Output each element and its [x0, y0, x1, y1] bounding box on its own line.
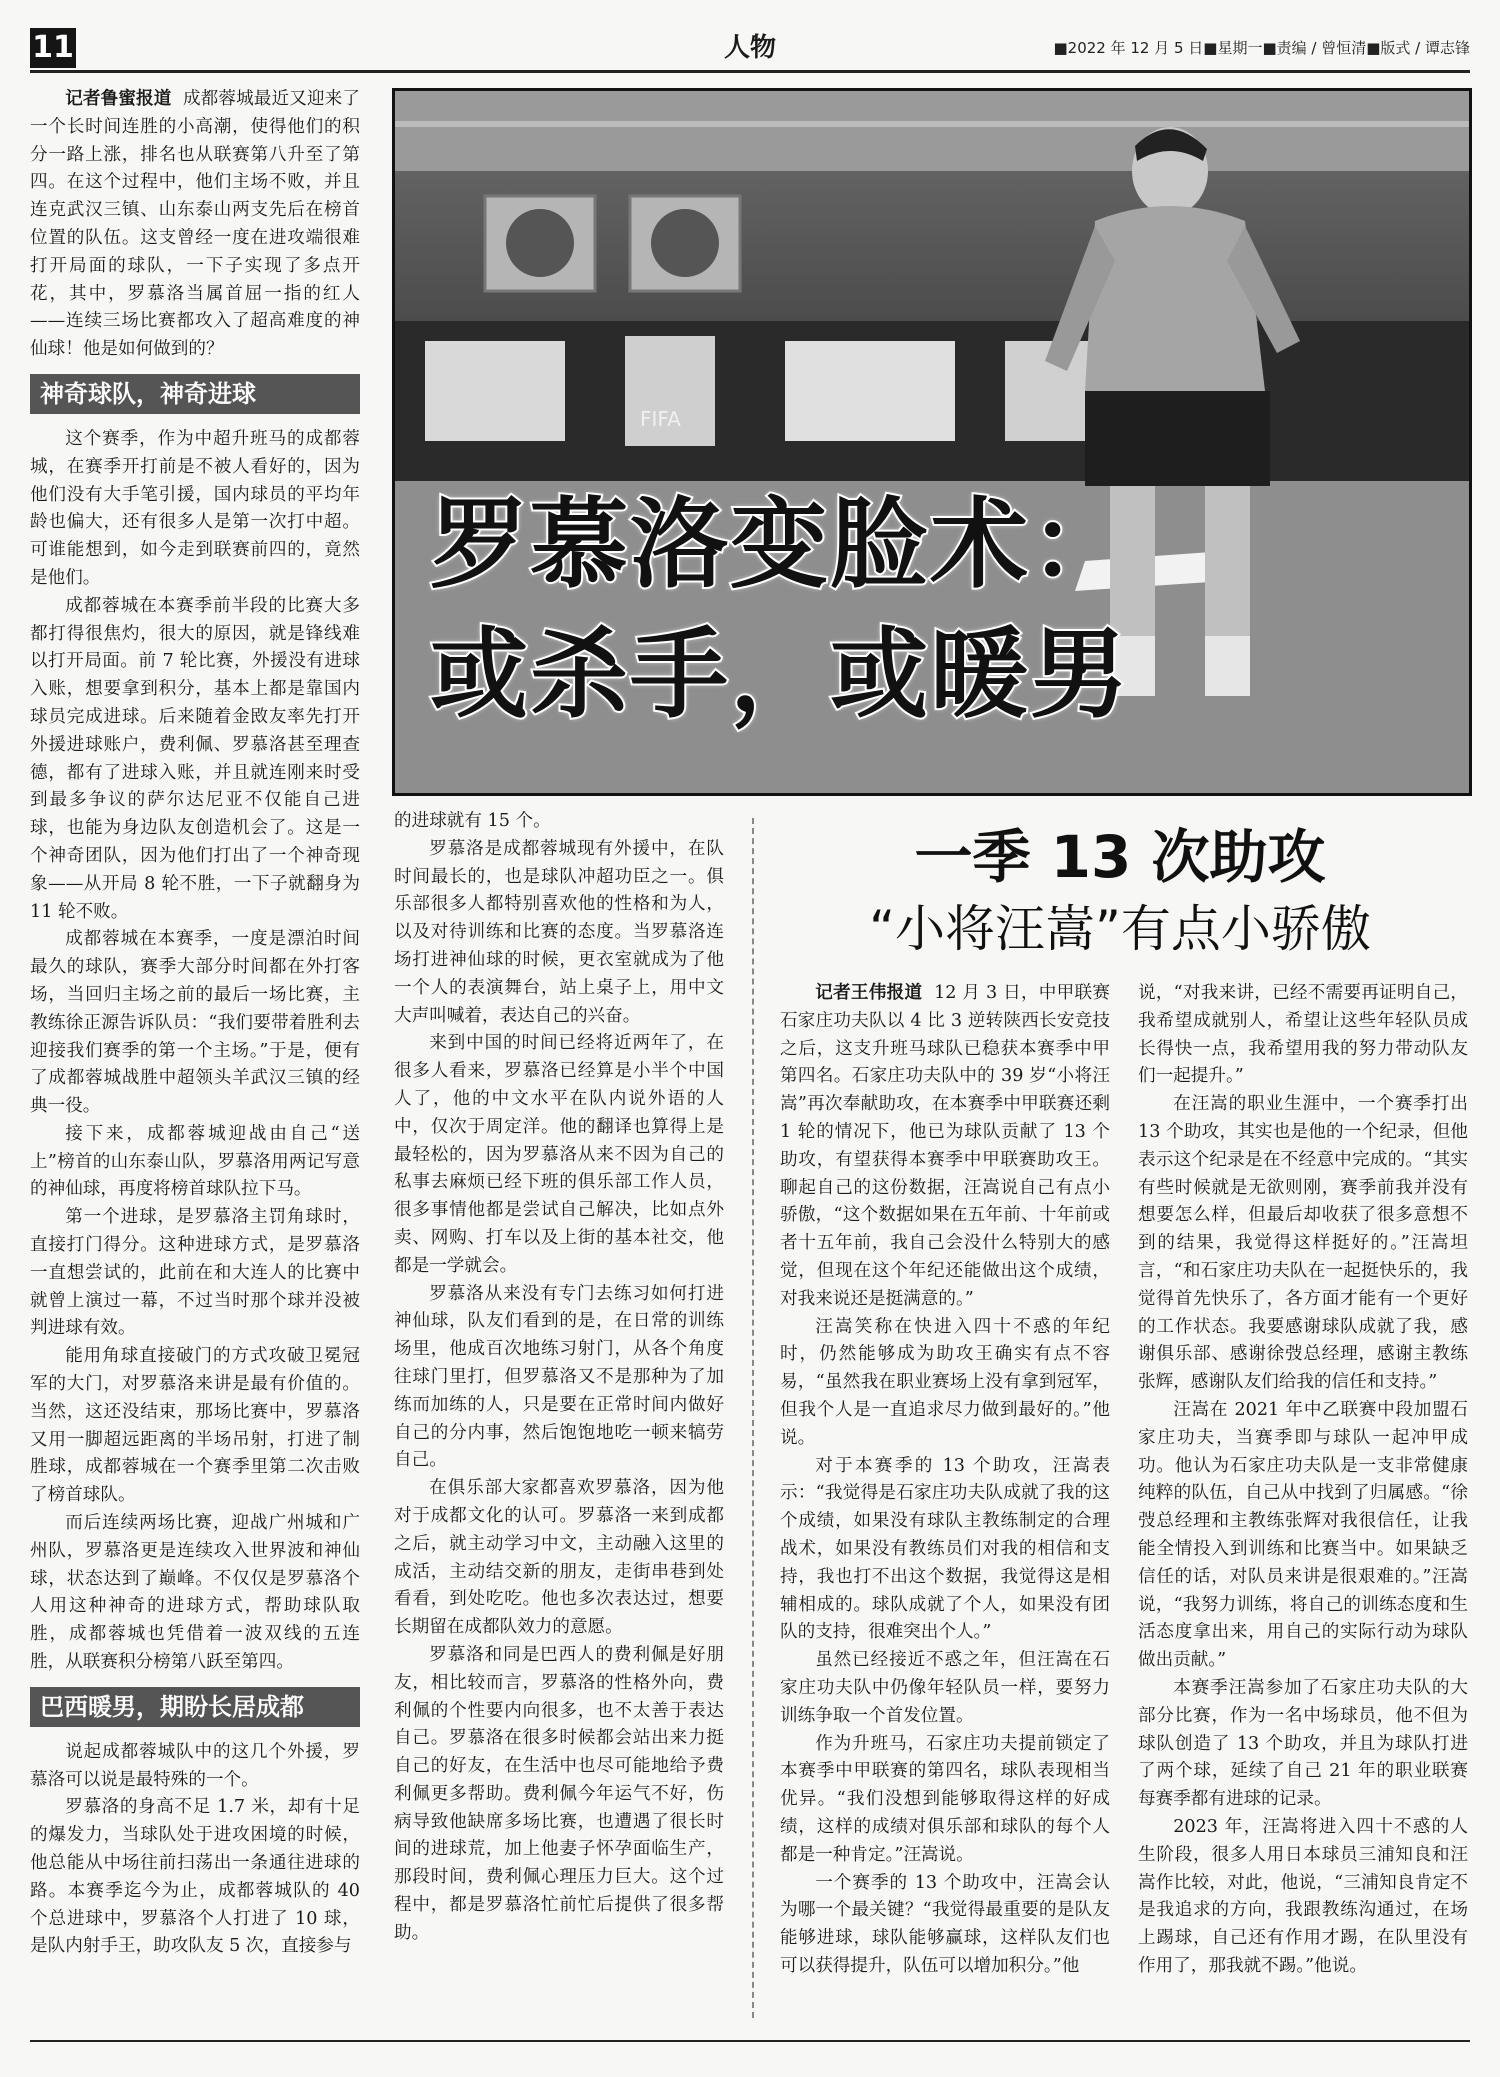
paragraph: 第一个进球，是罗慕洛主罚角球时，直接打门得分。这种进球方式，是罗慕洛一直想尝试的，此前在和大连人的比赛中就曾上演过一幕，不过当时那个球并没被判进球有效。	[30, 1207, 360, 1339]
header-rule	[30, 70, 1470, 73]
article1-column2	[394, 808, 724, 2021]
paragraph: 这个赛季，作为中超升班马的成都蓉城，在赛季开打前是不被人看好的，因为他们没有大手笔引援，国内球员的平均年龄也偏大，还有很多人是第一次打中超。可谁能想到，如今走到联赛前四的，竟然是他们。	[30, 428, 360, 588]
paragraph: 一个赛季的 13 个助攻中，汪嵩会认为哪一个最关键？“我觉得最重要的是队友能够进球，球队能够赢球，这样队友们也可以获得提升，队伍可以增加积分。”他	[780, 1872, 1110, 1976]
paragraph: 成都蓉城在本赛季前半段的比赛大多都打得很焦灼，很大的原因，就是锋线难以打开局面。前 7 轮比赛，外援没有进球入账，想要拿到积分，基本上都是靠国内球员完成进球。后来随着金敃友率先打开外援进球账户，费利佩、罗慕洛甚至理查德，都有了进球入账，并且就连刚来时受到最多争议的萨尔达尼亚不仅能自己进球，也能为身边队友创造机会了。这是一个神奇团队，因为他们打出了一个神奇现象——从开局 8 轮不胜，一下子就翻身为 11 轮不败。	[30, 595, 360, 922]
dateline: ■2022 年 12 月 5 日■星期一■责编 / 曾恒清■版式 / 谭志锋	[1053, 39, 1470, 57]
paragraph: 在汪嵩的职业生涯中，一个赛季打出 13 个助攻，其实也是他的一个纪录，但他表示这个纪录是在不经意中完成的。“其实有些时候就是无欲则刚，赛季前我并没有想要怎么样，但最后却收获了很多意想不到的结果，我觉得这样挺好的。”汪嵩坦言，“和石家庄功夫队在一起挺快乐的，我觉得首先快乐了，各方面才能有一个更好的工作状态。我要感谢球队成就了我，感谢俱乐部、感谢徐弢总经理，感谢主教练张辉，感谢队友们给我的信任和支持。”	[1138, 1094, 1468, 1393]
paragraph: 汪嵩笑称在快进入四十不惑的年纪时，仍然能够成为助攻王确实有点不容易，“虽然我在职业赛场上没有拿到冠军，但我个人是一直追求尽力做到最好的。”他说。	[780, 1316, 1110, 1448]
article2-headline: 一季 13 次助攻	[914, 823, 1326, 891]
paragraph: 成都蓉城在本赛季，一度是漂泊时间最久的球队，赛季大部分时间都在外打客场，当回归主场之前的最后一场比赛，主教练徐正源告诉队员：“我们要带着胜利去迎接我们赛季的第一个主场。”于是，便有了成都蓉城战胜中超领头羊武汉三镇的经典一役。	[30, 929, 360, 1117]
article1-subhead2: 巴西暖男，期盼长居成都	[30, 1687, 360, 1727]
paragraph: 来到中国的时间已经将近两年了，在很多人看来，罗慕洛已经算是小半个中国人了，他的中文水平在队内说外语的人中，仅次于周定洋。他的翻译也算得上是最轻松的，因为罗慕洛从来不因为自己的私事去麻烦已经下班的俱乐部工作人员，很多事情他都是尝试自己解决，比如点外卖、网购、打车以及上街的基本社交，他都是一学就会。	[394, 1033, 724, 1276]
section-title: 人物	[723, 33, 776, 63]
article2-column1	[780, 980, 1110, 2021]
footer-rule	[30, 2040, 1470, 2042]
paragraph: 2023 年，汪嵩将进入四十不惑的人生阶段，很多人用日本球员三浦知良和汪嵩作比较，对此，他说，“三浦知良肯定不是我追求的方向，我跟教练沟通过，在场上踢球，自己还有作用才踢，在队里没有作用了，那我就不踢。”他说。	[1138, 1816, 1468, 1976]
paragraph: 汪嵩在 2021 年中乙联赛中段加盟石家庄功夫，当赛季即与球队一起冲甲成功。他认为石家庄功夫队是一支非常健康纯粹的队伍，自己从中找到了归属感。“徐弢总经理和主教练张辉对我很信任，让我能全情投入到训练和比赛当中。如果缺乏信任的话，对队员来讲是很艰难的。”汪嵩说，“我努力训练，将自己的训练态度和生活态度拿出来，用自己的实际行动为球队做出贡献。”	[1138, 1399, 1468, 1671]
paragraph: 本赛季汪嵩参加了石家庄功夫队的大部分比赛，作为一名中场球员，他不但为球队创造了 13 个助攻，并且为球队打进了两个球，延续了自己 21 年的职业联赛每赛季都有进球的记录。	[1138, 1677, 1468, 1810]
article2-lead: 记者王伟报道 12 月 3 日，中甲联赛石家庄功夫队以 4 比 3 逆转陕西长安竞技之后，这支升班马球队已稳获本赛季中甲第四名。石家庄功夫队中的 39 岁“小将汪嵩”再次奉献助攻，在本赛季中甲联赛还剩 1 轮的情况下，他已为球队贡献了 13 个助攻，有望获得本赛季中甲联赛助攻王。聊起自己的这份数据，汪嵩说自己有点小骄傲，“这个数据如果在五年前、十年前或者十五年前，我自己会没什么特别大的感觉，但现在这个年纪还能做出这个成绩，对我来说还是挺满意的。”	[780, 983, 1110, 1309]
article2-subheadline: “小将汪嵩”有点小骄傲	[869, 900, 1371, 958]
board-text: FIFA	[640, 407, 681, 431]
article2-column2	[1138, 980, 1468, 2021]
paragraph: 在俱乐部大家都喜欢罗慕洛，因为他对于成都文化的认可。罗慕洛一来到成都之后，就主动学习中文，主动融入这里的成活，主动结交新的朋友，走街串巷到处看看，到处吃吃。他也多次表达过，想要长期留在成都队效力的意愿。	[394, 1478, 724, 1638]
main-headline-line1: 罗慕洛变脸术：	[430, 488, 1131, 602]
paragraph: 罗慕洛是成都蓉城现有外援中，在队时间最长的，也是球队冲超功臣之一。俱乐部很多人都特别喜欢他的性格和为人，以及对待训练和比赛的态度。当罗慕洛连场打进神仙球的时候，更衣室就成为了他一个人的表演舞台，站上桌子上，用中文大声叫喊着，表达自己的兴奋。	[394, 838, 724, 1026]
paragraph: 罗慕洛和同是巴西人的费利佩是好朋友，相比较而言，罗慕洛的性格外向，费利佩的个性要内向很多，也不太善于表达自己。罗慕洛在很多时候都会站出来力挺自己的好友，在生活中也尽可能地给予费利佩更多帮助。费利佩今年运气不好，伤病导致他缺席多场比赛，也遭遇了很长时间的进球荒，加上他妻子怀孕面临生产，那段时间，费利佩心理压力巨大。这个过程中，都是罗慕洛忙前忙后提供了很多帮助。	[394, 1644, 724, 1943]
paragraph: 虽然已经接近不惑之年，但汪嵩在石家庄功夫队中仍像年轻队员一样，要努力训练争取一个首发位置。	[780, 1650, 1110, 1726]
paragraph: 说，“对我来讲，已经不需要再证明自己，我希望成就别人，希望让这些年轻队员成长得快一点，我希望用我的努力带动队友们一起提升。”	[1138, 983, 1468, 1087]
paragraph: 接下来，成都蓉城迎战由自己“送上”榜首的山东泰山队，罗慕洛用两记写意的神仙球，再度将榜首球队拉下马。	[30, 1123, 360, 1200]
page-number: 11	[30, 28, 76, 68]
article1-column1	[30, 86, 360, 2021]
paragraph: 而后连续两场比赛，迎战广州城和广州队，罗慕洛更是连续攻入世界波和神仙球，状态达到了巅峰。不仅仅是罗慕洛个人用这种神奇的进球方式，帮助球队取胜，成都蓉城也凭借着一波双线的五连胜，从联赛积分榜第八跃至第四。	[30, 1513, 360, 1673]
article1-byline: 记者鲁蜜报道	[65, 89, 172, 109]
article1-subhead1: 神奇球队，神奇进球	[30, 374, 360, 414]
paragraph: 对于本赛季的 13 个助攻，汪嵩表示：“我觉得是石家庄功夫队成就了我的这个成绩，如果没有球队主教练制定的合理战术，如果没有教练员们对我的相信和支持，我也打不出这个数据，我觉得这是相辅相成的。球队成就了个人，如果没有团队的支持，很难突出个人。”	[780, 1455, 1110, 1643]
paragraph: 说起成都蓉城队中的这几个外援，罗慕洛可以说是最特殊的一个。	[30, 1741, 360, 1790]
paragraph: 作为升班马，石家庄功夫提前锁定了本赛季中甲联赛的第四名，球队表现相当优异。“我们没想到能够取得这样的好成绩，这样的成绩对俱乐部和球队的每个人都是一种肯定。”汪嵩说。	[780, 1733, 1110, 1865]
article1-intro: 记者鲁蜜报道 成都蓉城最近又迎来了一个长时间连胜的小高潮，使得他们的积分一路上涨，排名也从联赛第八升至了第四。在这个过程中，他们主场不败，并且连克武汉三镇、山东泰山两支先后在榜首位置的队伍。这支曾经一度在进攻端很难打开局面的球队，一下子实现了多点开花，其中，罗慕洛当属首屈一指的红人——连续三场比赛都攻入了超高难度的神仙球！他是如何做到的？	[30, 89, 360, 360]
column-separator	[752, 818, 754, 2018]
paragraph: 能用角球直接破门的方式攻破卫冕冠军的大门，对罗慕洛来讲是最有价值的。当然，这还没结束，那场比赛中，罗慕洛又用一脚超远距离的半场吊射，打进了制胜球，成都蓉城在一个赛季里第二次击败了榜首球队。	[30, 1346, 360, 1506]
main-headline-line2: 或杀手，或暖男	[430, 618, 1131, 732]
article2-byline: 记者王伟报道	[815, 983, 923, 1003]
paragraph: 罗慕洛从来没有专门去练习如何打进神仙球，队友们看到的是，在日常的训练场里，他成百次地练习射门，从各个角度往球门里打，但罗慕洛又不是那种为了加练而加练的人，只是要在正常时间内做好自己的分内事，然后饱饱地吃一顿来犒劳自己。	[394, 1283, 724, 1471]
paragraph: 罗慕洛的身高不足 1.7 米，却有十足的爆发力，当球队处于进攻困境的时候，他总能从中场往前扫荡出一条通往进球的路。本赛季迄今为止，成都蓉城队的 40 个总进球中，罗慕洛个人打进了 10 球，是队内射手王，助攻队友 5 次，直接参与	[30, 1797, 360, 1957]
paragraph: 的进球就有 15 个。	[394, 811, 551, 831]
